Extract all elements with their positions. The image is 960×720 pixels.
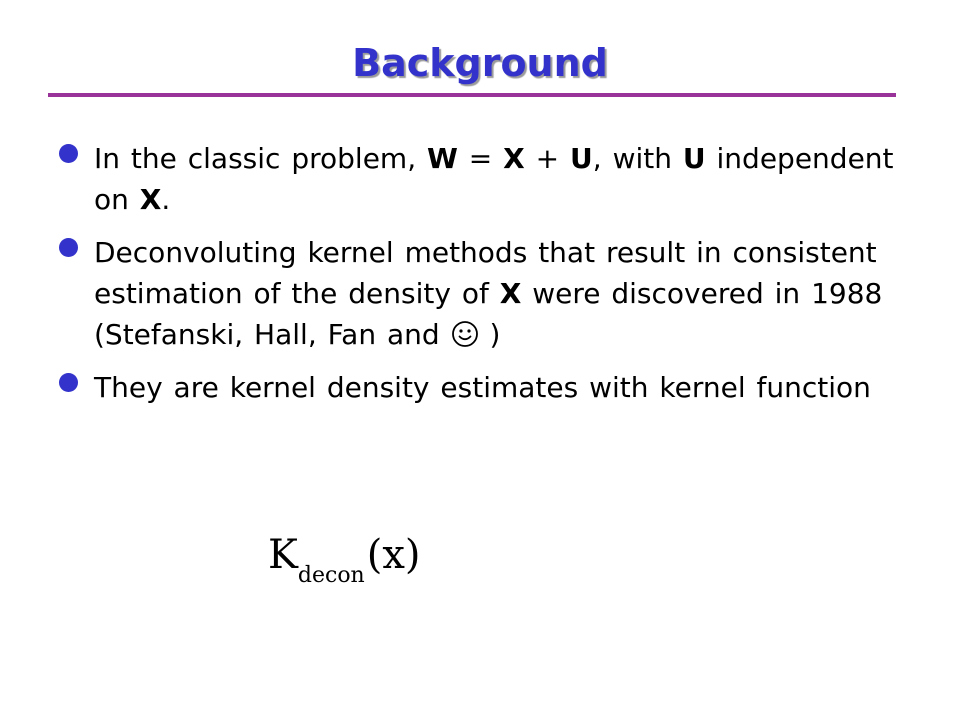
bullet-text-segment: were discovered in 1988 (Stefanski, Hall, Fan and [94, 277, 883, 351]
slide-title: Background [352, 41, 608, 85]
bullet-item [56, 138, 916, 220]
bullet-item [56, 367, 916, 408]
formula-argument: (x) [366, 532, 421, 578]
bullet-dot-icon [59, 238, 78, 257]
bullet-text-segment: . [161, 183, 171, 216]
bullet-text [94, 142, 894, 216]
bold-variable: U [570, 142, 593, 175]
bullet-text-segment: Deconvoluting kernel methods that result in consistent estimation of the density of [94, 236, 877, 310]
bullet-list [56, 138, 916, 420]
bold-variable: X [503, 142, 525, 175]
bullet-text [94, 371, 871, 404]
smiley-icon [451, 320, 479, 348]
bullet-item [56, 232, 916, 355]
bullet-text-segment: They are kernel density estimates with kernel function [94, 371, 871, 404]
bullet-text-segment: , with [592, 142, 683, 175]
bold-variable: U [682, 142, 706, 175]
bullet-text-segment: ) [478, 318, 501, 351]
bullet-text [94, 236, 882, 351]
bullet-text-segment: independent on [94, 142, 894, 216]
formula-symbol: K [268, 532, 298, 578]
bullet-text-segment: In the classic problem, [94, 142, 427, 175]
bold-variable: X [499, 277, 522, 310]
bullet-dot-icon [59, 144, 78, 163]
bullet-dot-icon [59, 373, 78, 392]
title-divider [48, 93, 896, 97]
bullet-text-segment: = [457, 142, 504, 175]
kernel-formula [268, 530, 421, 587]
formula-subscript: decon [297, 563, 365, 588]
bullet-text-segment: + [524, 142, 571, 175]
bold-variable: X [139, 183, 162, 216]
bold-variable: W [427, 142, 458, 175]
